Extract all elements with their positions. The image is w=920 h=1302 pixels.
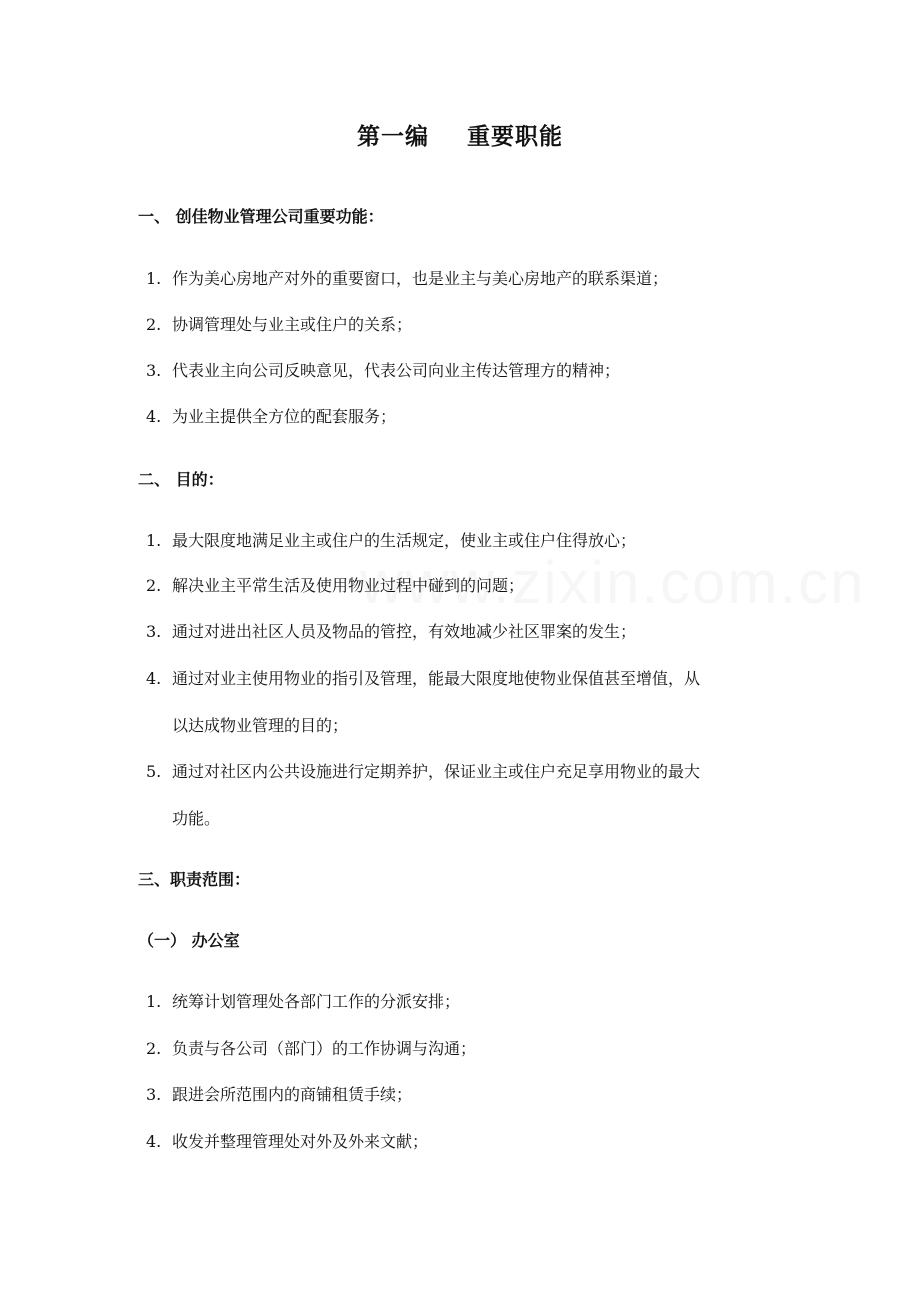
list-item xyxy=(146,1037,796,1061)
item-number: 4. xyxy=(146,407,162,426)
item-number: 2. xyxy=(146,1039,162,1058)
list-item-continuation: 功能。 xyxy=(172,809,221,828)
item-number: 1. xyxy=(146,992,162,1011)
item-text: 最大限度地满足业主或住户的生活规定，使业主或住户住得放心； xyxy=(172,531,637,550)
item-number: 2. xyxy=(146,315,162,334)
item-number: 5. xyxy=(146,762,162,781)
list-item xyxy=(146,313,796,337)
item-text: 收发并整理管理处对外及外来文献； xyxy=(172,1132,429,1151)
title-name: 重要职能 xyxy=(467,123,563,150)
item-number: 1. xyxy=(146,531,162,550)
item-text: 为业主提供全方位的配套服务； xyxy=(172,407,397,426)
item-text: 协调管理处与业主或住户的关系； xyxy=(172,315,413,334)
item-number: 3. xyxy=(146,361,162,380)
item-number: 3. xyxy=(146,622,162,641)
list-item xyxy=(146,405,796,429)
list-item xyxy=(146,620,796,644)
section-heading-purpose: 二、 目的： xyxy=(138,470,224,489)
item-text: 代表业主向公司反映意见，代表公司向业主传达管理方的精神； xyxy=(172,361,621,380)
list-item xyxy=(146,359,796,383)
item-number: 4. xyxy=(146,669,162,688)
list-item xyxy=(146,1130,796,1154)
item-text: 统筹计划管理处各部门工作的分派安排； xyxy=(172,992,461,1011)
list-item xyxy=(146,1083,796,1107)
item-text: 负责与各公司（部门）的工作协调与沟通； xyxy=(172,1039,477,1058)
subsection-heading-office: （一） 办公室 xyxy=(138,931,240,950)
list-item xyxy=(146,267,796,291)
list-item xyxy=(146,529,796,553)
section-heading-scope: 三、职责范围： xyxy=(138,870,251,889)
item-text: 跟进会所范围内的商铺租赁手续； xyxy=(172,1085,413,1104)
item-text: 通过对进出社区人员及物品的管控，有效地减少社区罪案的发生； xyxy=(172,622,637,641)
item-number: 2. xyxy=(146,576,162,595)
title-part: 第一编 xyxy=(357,123,429,150)
item-text: 通过对社区内公共设施进行定期养护，保证业主或住户充足享用物业的最大 xyxy=(172,762,701,781)
item-text: 通过对业主使用物业的指引及管理，能最大限度地使物业保值甚至增值，从 xyxy=(172,669,701,688)
item-text: 作为美心房地产对外的重要窗口，也是业主与美心房地产的联系渠道； xyxy=(172,269,669,288)
list-item xyxy=(146,760,796,784)
page-title xyxy=(0,118,920,151)
item-text: 解决业主平常生活及使用物业过程中碰到的问题； xyxy=(172,576,525,595)
section-heading-functions: 一、 创佳物业管理公司重要功能： xyxy=(138,207,384,226)
item-number: 4. xyxy=(146,1132,162,1151)
list-item xyxy=(146,667,796,691)
list-item xyxy=(146,990,796,1014)
item-number: 3. xyxy=(146,1085,162,1104)
item-number: 1. xyxy=(146,269,162,288)
list-item-continuation: 以达成物业管理的目的； xyxy=(172,716,349,735)
list-item xyxy=(146,574,796,598)
